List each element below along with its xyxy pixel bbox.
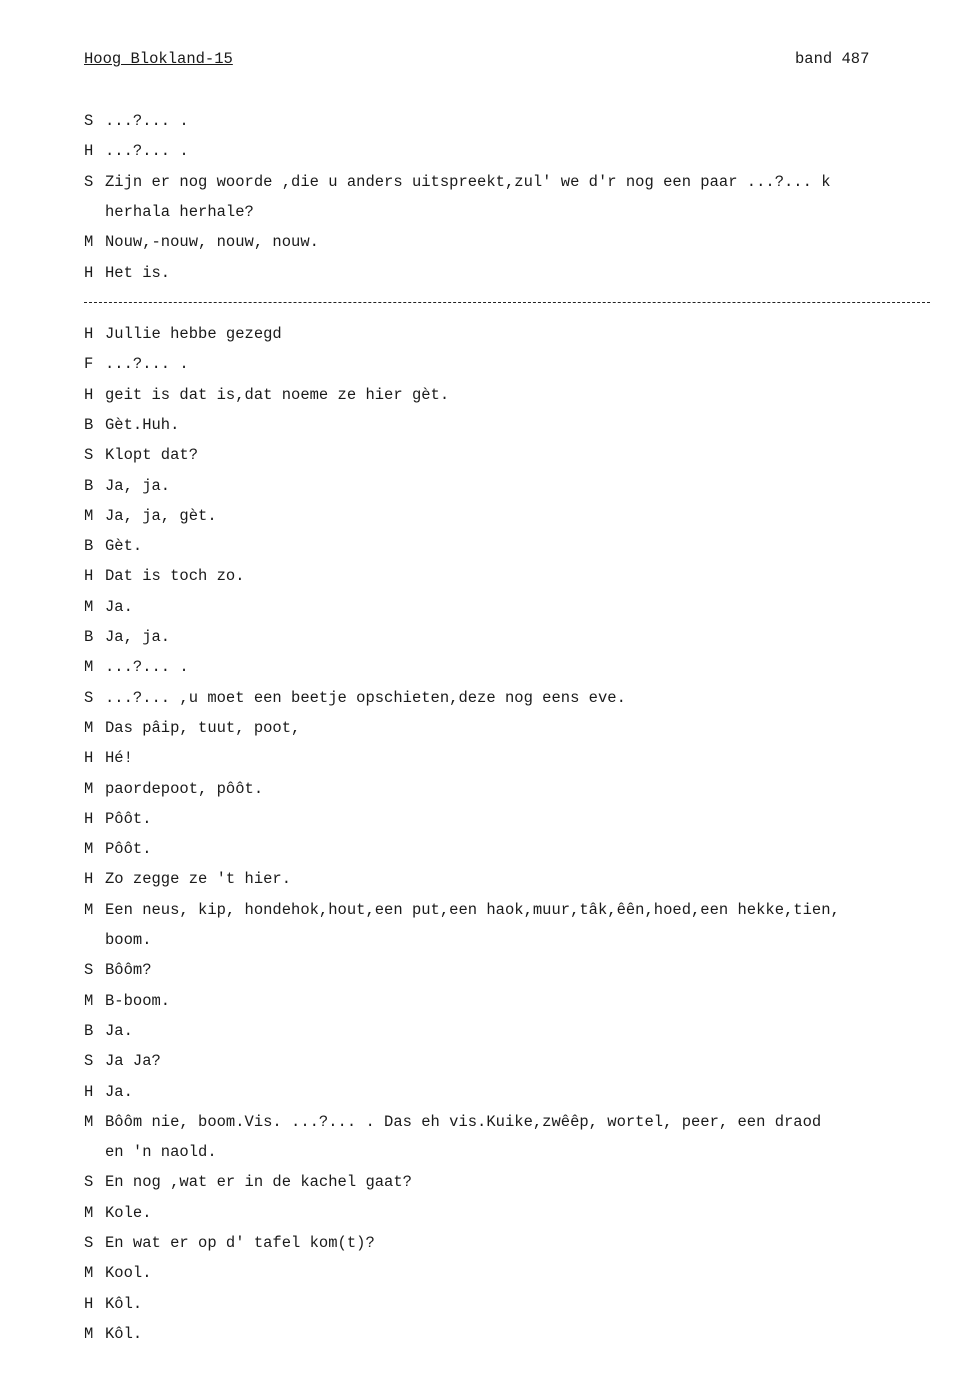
utterance-text: Een neus, kip, hondehok,hout,een put,een haok,muur,tâk,êên,hoed,een hekke,tien, bbox=[105, 900, 840, 919]
transcript-line bbox=[84, 355, 189, 373]
speaker-label: S bbox=[84, 1173, 94, 1192]
utterance-text: ...?... . bbox=[105, 355, 189, 374]
transcript-line bbox=[84, 780, 263, 798]
speaker-label: B bbox=[84, 415, 94, 434]
speaker-label: M bbox=[84, 658, 94, 677]
utterance-text: Ja. bbox=[105, 1082, 133, 1101]
speaker-label: H bbox=[84, 1082, 94, 1101]
utterance-text: En nog ,wat er in de kachel gaat? bbox=[105, 1173, 412, 1192]
utterance-text: Pôôt. bbox=[105, 840, 152, 859]
utterance-text: Ja, ja. bbox=[105, 628, 171, 646]
speaker-label: H bbox=[84, 749, 94, 768]
utterance-text: Kool. bbox=[105, 1264, 152, 1283]
transcript-line bbox=[84, 1234, 375, 1252]
transcript-line bbox=[84, 1264, 152, 1282]
transcript-line bbox=[84, 416, 179, 434]
utterance-text: Gèt.Huh. bbox=[105, 415, 180, 434]
utterance-text: ...?... . bbox=[105, 112, 189, 130]
transcript-line bbox=[84, 112, 189, 130]
utterance-text: Pôôt. bbox=[105, 809, 152, 828]
transcript-line bbox=[84, 325, 282, 343]
transcript-line bbox=[84, 658, 189, 676]
speaker-label: M bbox=[84, 1203, 94, 1222]
speaker-label: S bbox=[84, 172, 94, 191]
utterance-text: Das pâip, tuut, poot, bbox=[105, 718, 301, 737]
section-divider bbox=[84, 302, 930, 303]
tape-number: band 487 bbox=[795, 50, 870, 68]
utterance-continuation: en 'n naold. bbox=[105, 1143, 217, 1162]
utterance-text: Bôôm? bbox=[105, 961, 152, 980]
speaker-label: M bbox=[84, 900, 94, 919]
utterance-text: ...?... ,u moet een beetje opschieten,deze nog eens eve. bbox=[105, 688, 626, 707]
speaker-label: M bbox=[84, 233, 94, 252]
speaker-label: B bbox=[84, 476, 94, 495]
speaker-label: H bbox=[84, 325, 94, 343]
utterance-continuation: herhala herhale? bbox=[105, 202, 254, 221]
transcript-line bbox=[84, 507, 217, 525]
transcript-line bbox=[84, 719, 300, 737]
utterance-text: Nouw,-nouw, nouw, nouw. bbox=[105, 233, 319, 252]
speaker-label: S bbox=[84, 1234, 94, 1252]
speaker-label: M bbox=[84, 991, 94, 1010]
transcript-line bbox=[84, 961, 152, 979]
speaker-label: M bbox=[84, 506, 94, 525]
utterance-text: Zijn er nog woorde ,die u anders uitspreekt,zul' we d'r nog een paar ...?... k bbox=[105, 172, 831, 191]
speaker-label: M bbox=[84, 779, 94, 798]
utterance-text: Jullie hebbe gezegd bbox=[105, 325, 282, 343]
utterance-text: Ja. bbox=[105, 1021, 133, 1040]
utterance-text: Ja, ja, gèt. bbox=[105, 506, 217, 525]
speaker-label: H bbox=[84, 385, 94, 404]
speaker-label: M bbox=[84, 840, 94, 859]
utterance-text: paordepoot, pôôt. bbox=[105, 779, 264, 798]
transcript-line bbox=[84, 749, 133, 767]
transcript-line bbox=[84, 870, 291, 888]
speaker-label: M bbox=[84, 1264, 94, 1283]
transcript-line bbox=[84, 567, 245, 585]
transcript-line bbox=[84, 537, 142, 555]
transcript-line bbox=[84, 1325, 142, 1343]
transcript-line bbox=[84, 598, 133, 616]
utterance-text: Klopt dat? bbox=[105, 446, 199, 465]
transcript-line bbox=[84, 1295, 142, 1313]
speaker-label: B bbox=[84, 628, 94, 646]
transcript-line bbox=[84, 1173, 412, 1191]
speaker-label: B bbox=[84, 537, 94, 556]
transcript-line bbox=[84, 1052, 161, 1070]
speaker-label: F bbox=[84, 355, 94, 374]
speaker-label: H bbox=[84, 1294, 94, 1313]
utterance-text: Dat is toch zo. bbox=[105, 567, 245, 586]
transcript-line bbox=[84, 1204, 152, 1222]
speaker-label: S bbox=[84, 112, 94, 130]
utterance-text: geit is dat is,dat noeme ze hier gèt. bbox=[105, 385, 450, 404]
transcript-line bbox=[84, 142, 189, 160]
utterance-text: Ja Ja? bbox=[105, 1052, 161, 1071]
utterance-text: Het is. bbox=[105, 263, 171, 282]
speaker-label: H bbox=[84, 263, 94, 282]
utterance-text: ...?... . bbox=[105, 142, 189, 161]
utterance-text: Gèt. bbox=[105, 537, 143, 556]
utterance-text: Bôôm nie, boom.Vis. ...?... . Das eh vis.Kuike,zwêêp, wortel, peer, een draod bbox=[105, 1112, 822, 1131]
utterance-text: Kôl. bbox=[105, 1324, 143, 1343]
document-title: Hoog Blokland-15 bbox=[84, 50, 233, 68]
speaker-label: S bbox=[84, 1052, 94, 1071]
speaker-label: M bbox=[84, 597, 94, 616]
transcript-line bbox=[84, 264, 170, 282]
speaker-label: M bbox=[84, 718, 94, 737]
utterance-text: Kôl. bbox=[105, 1294, 143, 1313]
transcript-line bbox=[84, 477, 170, 495]
speaker-label: B bbox=[84, 1021, 94, 1040]
transcript-line bbox=[84, 1022, 133, 1040]
transcript-line bbox=[84, 233, 319, 251]
speaker-label: M bbox=[84, 1324, 94, 1343]
utterance-text: Kole. bbox=[105, 1203, 152, 1222]
utterance-text: Hé! bbox=[105, 749, 133, 768]
utterance-text: Ja. bbox=[105, 597, 133, 616]
transcript-line bbox=[84, 173, 831, 191]
transcript-line bbox=[84, 810, 152, 828]
speaker-label: H bbox=[84, 870, 94, 889]
utterance-text: En wat er op d' tafel kom(t)? bbox=[105, 1234, 375, 1252]
utterance-text: ...?... . bbox=[105, 658, 189, 677]
utterance-text: Zo zegge ze 't hier. bbox=[105, 870, 292, 889]
speaker-label: S bbox=[84, 961, 94, 980]
speaker-label: S bbox=[84, 446, 94, 465]
utterance-continuation: boom. bbox=[105, 931, 152, 949]
transcript-line bbox=[84, 840, 152, 858]
transcript-line bbox=[84, 628, 170, 646]
speaker-label: M bbox=[84, 1112, 94, 1131]
transcript-line bbox=[84, 901, 840, 919]
transcript-line bbox=[84, 1113, 821, 1131]
speaker-label: H bbox=[84, 142, 94, 161]
transcript-line bbox=[84, 689, 626, 707]
transcript-line bbox=[84, 446, 198, 464]
utterance-text: Ja, ja. bbox=[105, 476, 171, 495]
transcript-line bbox=[84, 992, 170, 1010]
transcript-line bbox=[84, 1083, 133, 1101]
utterance-text: B-boom. bbox=[105, 991, 171, 1010]
transcript-line bbox=[84, 386, 449, 404]
speaker-label: S bbox=[84, 688, 94, 707]
speaker-label: H bbox=[84, 809, 94, 828]
speaker-label: H bbox=[84, 567, 94, 586]
